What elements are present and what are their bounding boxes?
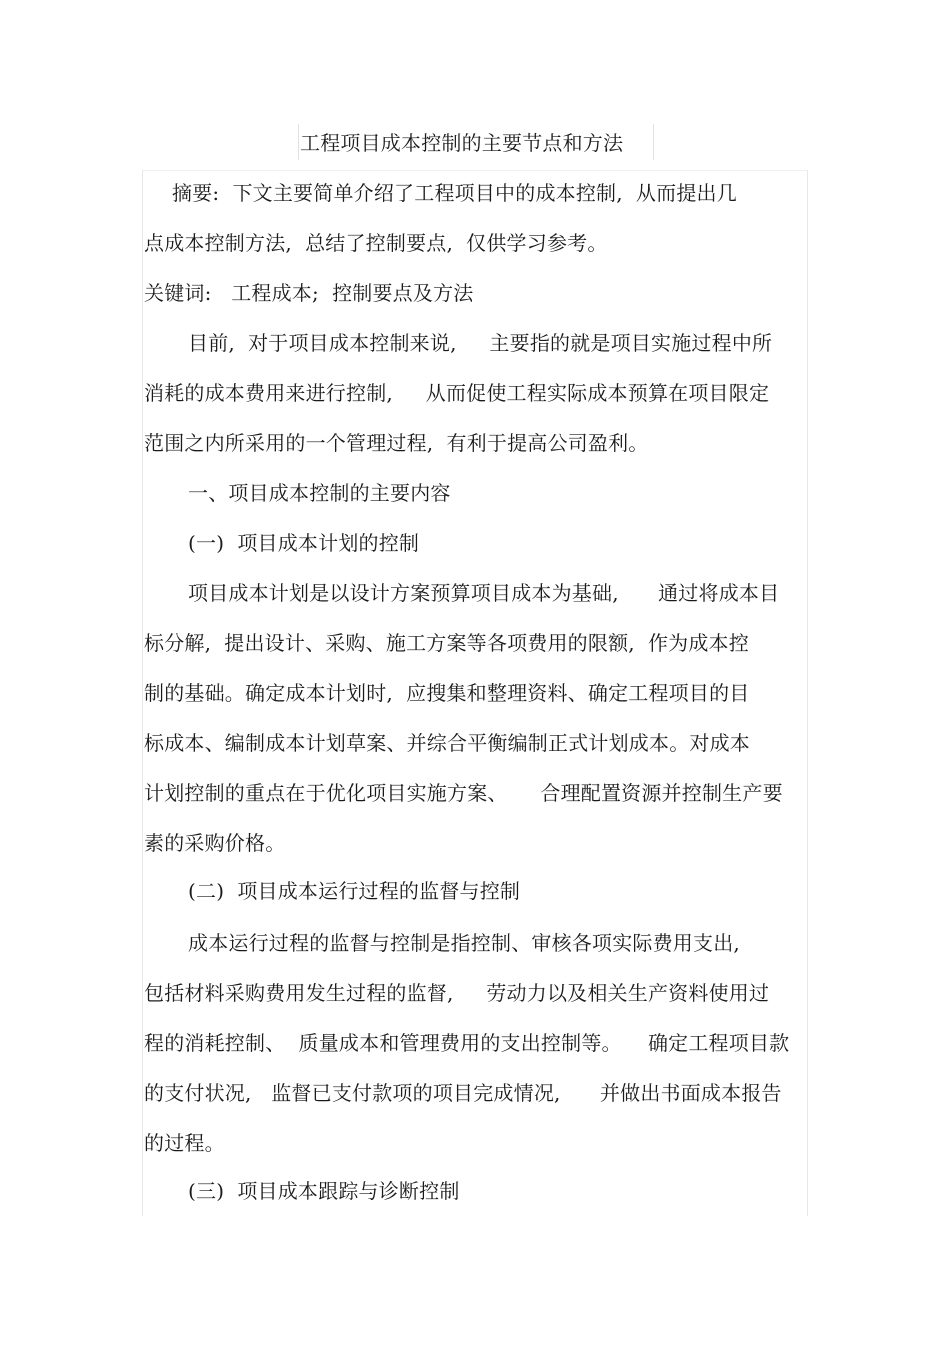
paragraph-line: 成本运行过程的监督与控制是指控制、审核各项实际费用支出, (188, 931, 740, 955)
subsection-heading: (一) 项目成本计划的控制 (188, 531, 420, 555)
paragraph-line: 制的基础。确定成本计划时, 应搜集和整理资料、确定工程项目的目 (144, 681, 750, 705)
section-heading: 一、项目成本控制的主要内容 (188, 481, 451, 505)
paragraph-line: 项目成本计划是以设计方案预算项目成本为基础, 通过将成本目 (188, 581, 780, 605)
subsection-heading: (二) 项目成本运行过程的监督与控制 (188, 879, 521, 903)
keywords-line: 关键词: 工程成本; 控制要点及方法 (144, 281, 474, 305)
paragraph-line: 标成本、编制成本计划草案、并综合平衡编制正式计划成本。对成本 (144, 731, 750, 755)
paragraph-line: 范围之内所采用的一个管理过程, 有利于提高公司盈利。 (144, 431, 649, 455)
paragraph-line: 消耗的成本费用来进行控制, 从而促使工程实际成本预算在项目限定 (144, 381, 770, 405)
paragraph-line: 的过程。 (144, 1131, 225, 1155)
document-title: 工程项目成本控制的主要节点和方法 (300, 131, 624, 155)
paragraph-line: 标分解, 提出设计、采购、施工方案等各项费用的限额, 作为成本控 (144, 631, 749, 655)
subsection-heading: (三) 项目成本跟踪与诊断控制 (188, 1179, 460, 1203)
abstract-line-2: 点成本控制方法, 总结了控制要点, 仅供学习参考。 (144, 231, 608, 255)
paragraph-line: 素的采购价格。 (144, 831, 286, 855)
paragraph-line: 计划控制的重点在于优化项目实施方案、 合理配置资源并控制生产要 (144, 781, 783, 805)
paragraph-line: 包括材料采购费用发生过程的监督, 劳动力以及相关生产资料使用过 (144, 981, 770, 1005)
abstract-line-1: 摘要: 下文主要简单介绍了工程项目中的成本控制, 从而提出几 (172, 181, 737, 205)
paragraph-line: 目前, 对于项目成本控制来说, 主要指的就是项目实施过程中所 (188, 331, 773, 355)
paragraph-line: 的支付状况, 监督已支付款项的项目完成情况, 并做出书面成本报告 (144, 1081, 782, 1105)
paragraph-line: 程的消耗控制、 质量成本和管理费用的支出控制等。 确定工程项目款 (144, 1031, 790, 1055)
